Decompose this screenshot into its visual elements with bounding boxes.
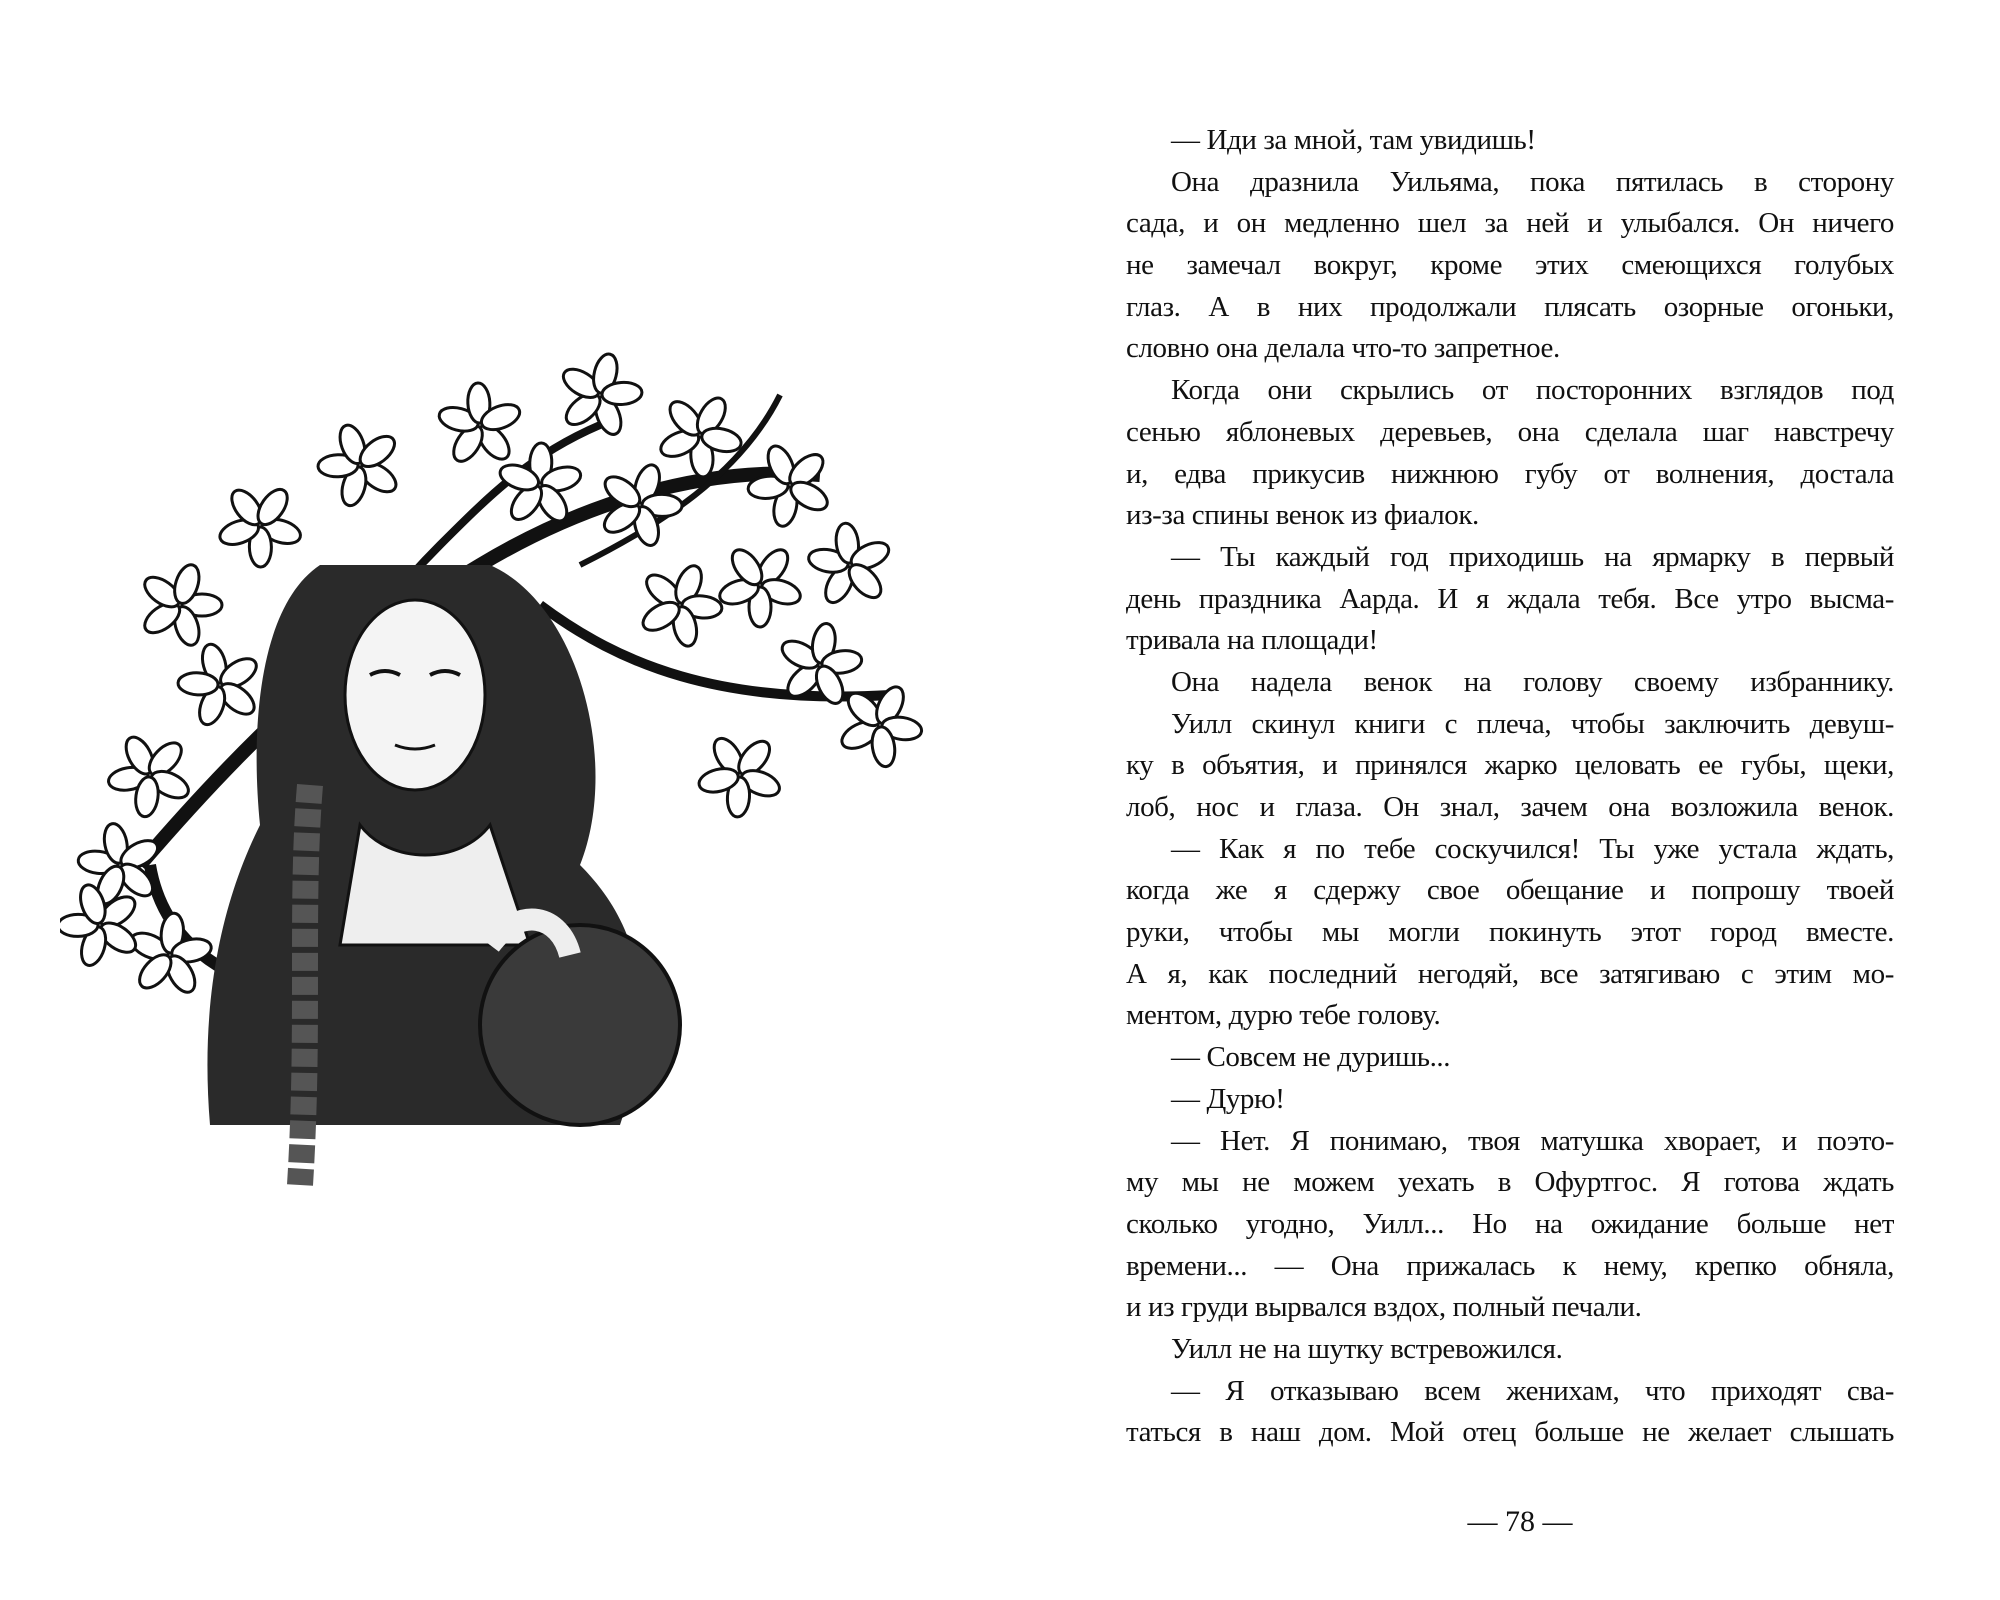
text-line: сада, и он медленно шел за ней и улыбался. Он ничего	[1126, 207, 1894, 240]
text-line: и из груди вырвался вздох, полный печали.	[1126, 1291, 1642, 1324]
text-line: — Дурю!	[1171, 1082, 1285, 1115]
text-line: не замечал вокруг, кроме этих смеющихся голубых	[1126, 249, 1894, 282]
text-line: — Иди за мной, там увидишь!	[1171, 124, 1536, 156]
text-line: — Как я по тебе соскучился! Ты уже устала ждать,	[1171, 832, 1894, 865]
text-line: из-за спины венок из фиалок.	[1126, 499, 1479, 532]
text-line: ментом, дурю тебе голову.	[1126, 999, 1441, 1032]
text-line: — Нет. Я понимаю, твоя матушка хворает, и поэто-	[1171, 1124, 1894, 1157]
text-line: сколько угодно, Уилл... Но на ожидание больше нет	[1126, 1207, 1894, 1240]
text-line: Уилл не на шутку встревожился.	[1171, 1332, 1563, 1365]
text-line: — Я отказываю всем женихам, что приходят сва-	[1171, 1374, 1894, 1407]
text-line: словно она делала что-то запретное.	[1126, 332, 1560, 365]
text-line: времени... — Она прижалась к нему, крепко обняла,	[1126, 1249, 1894, 1282]
text-line: руки, чтобы мы могли покинуть этот город вместе.	[1126, 916, 1894, 949]
page-number: — 78 —	[1467, 1505, 1573, 1538]
leaf	[177, 672, 218, 696]
text-line: и, едва прикусив нижнюю губу от волнения, достала	[1126, 457, 1894, 490]
text-line: день праздника Аарда. И я ждала тебя. Все утро высма-	[1126, 582, 1894, 615]
illustration-girl-with-wreath	[60, 305, 940, 1245]
text-line: глаз. А в них продолжали плясать озорные огоньки,	[1126, 290, 1894, 323]
text-line: ку в объятия, и принялся жарко целовать ее губы, щеки,	[1126, 749, 1894, 782]
text-line: Она надела венок на голову своему избраннику.	[1171, 665, 1894, 698]
text-line: — Совсем не дуришь...	[1171, 1041, 1451, 1074]
girl-figure	[207, 565, 680, 1185]
text-line: — Ты каждый год приходишь на ярмарку в первый	[1171, 540, 1894, 573]
text-line: А я, как последний негодяй, все затягиваю с этим мо-	[1126, 957, 1894, 990]
text-line: му мы не можем уехать в Офуртгос. Я готова ждать	[1126, 1166, 1894, 1199]
text-line: когда же я сдержу свое обещание и попрошу твоей	[1126, 874, 1894, 907]
text-line: таться в наш дом. Мой отец больше не желает слышать	[1126, 1416, 1894, 1449]
page-text	[1126, 120, 1894, 1454]
text-line: Она дразнила Уильяма, пока пятилась в сторону	[1171, 165, 1894, 198]
text-line: Когда они скрылись от посторонних взглядов под	[1171, 374, 1894, 407]
text-line: тривала на площади!	[1126, 624, 1378, 657]
text-line: Уилл скинул книги с плеча, чтобы заключить девуш-	[1171, 707, 1894, 740]
text-line: сенью яблоневых деревьев, она сделала шаг навстречу	[1126, 415, 1894, 448]
text-line: лоб, нос и глаза. Он знал, зачем она возложила венок.	[1126, 791, 1894, 823]
